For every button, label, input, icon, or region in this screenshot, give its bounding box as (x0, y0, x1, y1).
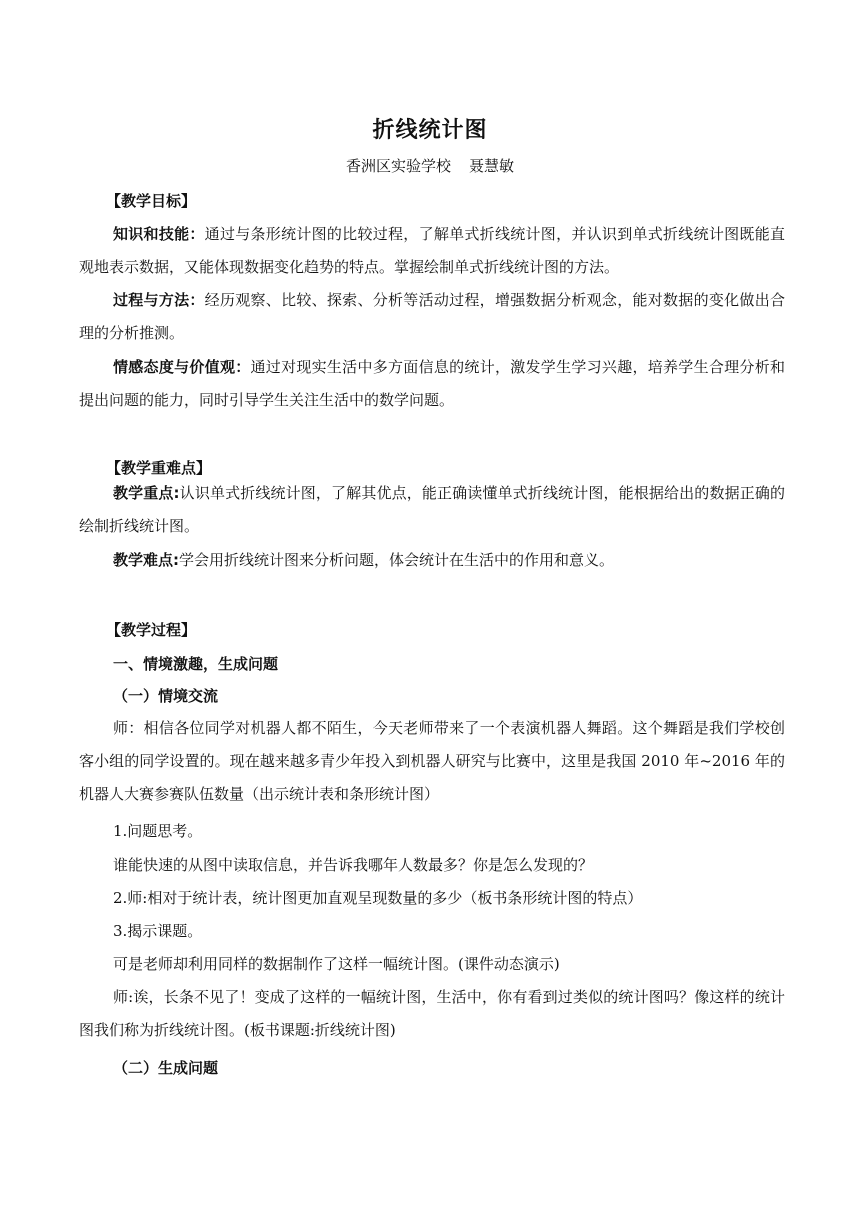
process-line-3: 2.师:相对于统计表，统计图更加直观呈现数量的多少（板书条形统计图的特点） (113, 889, 643, 907)
objective-emotion (79, 351, 785, 417)
objective-emotion-label: 情感态度与价值观： (113, 358, 251, 376)
process-line-4: 3.揭示课题。 (113, 922, 203, 940)
process-heading: 【教学过程】 (106, 621, 197, 639)
objectives-heading: 【教学目标】 (106, 192, 197, 210)
key-difficulty-label: 教学难点: (113, 551, 179, 569)
objective-knowledge (79, 218, 785, 284)
author-line (0, 155, 860, 176)
process-line-1: 1.问题思考。 (113, 822, 203, 840)
process-paragraph-2: 师:诶，长条不见了！变成了这样的一幅统计图，生活中，你有看到过类似的统计图吗？像这样的统计图我们称为折线统计图。(板书课题:折线统计图) (79, 988, 785, 1039)
process-line-5: 可是老师却利用同样的数据制作了这样一幅统计图。(课件动态演示) (113, 955, 560, 973)
objective-process-text: 经历观察、比较、探索、分析等活动过程，增强数据分析观念，能对数据的变化做出合理的分析推测。 (79, 291, 785, 342)
key-focus-text: 认识单式折线统计图，了解其优点，能正确读懂单式折线统计图，能根据给出的数据正确的绘制折线统计图。 (79, 484, 785, 535)
objective-process-label: 过程与方法： (113, 291, 205, 309)
key-focus (79, 477, 785, 543)
objective-process (79, 284, 785, 350)
sub1-title: （一）情境交流 (113, 687, 219, 705)
key-focus-label: 教学重点: (113, 484, 180, 502)
objective-knowledge-label: 知识和技能： (113, 225, 205, 243)
objective-knowledge-text: 通过与条形统计图的比较过程，了解单式折线统计图，并认识到单式折线统计图既能直观地表示数据，又能体现数据变化趋势的特点。掌握绘制单式折线统计图的方法。 (79, 225, 785, 276)
author-school: 香洲区实验学校 (345, 157, 451, 175)
objective-emotion-text: 通过对现实生活中多方面信息的统计，激发学生学习兴趣，培养学生合理分析和提出问题的能力，同时引导学生关注生活中的数学问题。 (79, 358, 785, 409)
sub2-title: （二）生成问题 (113, 1059, 219, 1077)
key-points-heading: 【教学重难点】 (106, 459, 212, 477)
key-difficulty (79, 544, 785, 577)
part1-title: 一、情境激趣，生成问题 (113, 655, 279, 673)
key-difficulty-text: 学会用折线统计图来分析问题，体会统计在生活中的作用和意义。 (179, 551, 615, 569)
process-line-2: 谁能快速的从图中读取信息，并告诉我哪年人数最多？你是怎么发现的？ (113, 856, 594, 874)
author-name: 聂慧敏 (469, 157, 515, 175)
process-paragraph-1: 师：相信各位同学对机器人都不陌生，今天老师带来了一个表演机器人舞蹈。这个舞蹈是我们学校创客小组的同学设置的。现在越来越多青少年投入到机器人研究与比赛中，这里是我国 2010 年~2016 年的机器人大赛参赛队伍数量（出示统计表和条形统计图） (79, 719, 785, 803)
page-title: 折线统计图 (372, 118, 488, 143)
